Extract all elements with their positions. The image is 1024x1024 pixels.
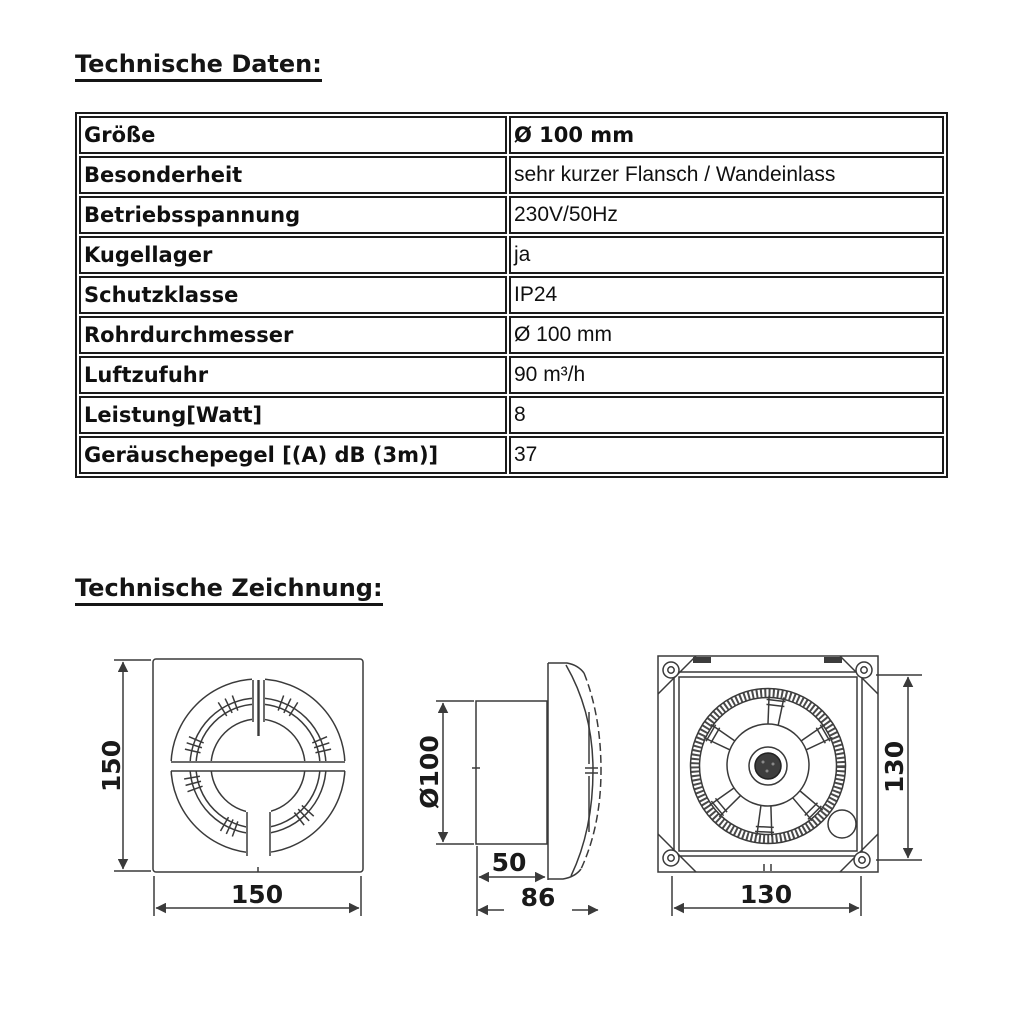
- table-row: [79, 116, 944, 154]
- table-row: [79, 196, 944, 234]
- back-impeller: [691, 689, 846, 844]
- spec-value: IP24: [509, 276, 944, 314]
- mounting-tab: [824, 657, 842, 663]
- spec-label: Größe: [79, 116, 507, 154]
- table-row: [79, 436, 944, 474]
- spec-label: Luftzufuhr: [79, 356, 507, 394]
- technical-drawings: [0, 630, 1024, 970]
- table-row: [79, 396, 944, 434]
- front-height-dimension-label: 150: [97, 739, 126, 793]
- back-width-dimension: [672, 876, 861, 916]
- spec-value: Ø 100 mm: [509, 316, 944, 354]
- section-title-technical-data: [75, 50, 322, 82]
- spec-value: 90 m³/h: [509, 356, 944, 394]
- table-row: [79, 156, 944, 194]
- spec-value: 8: [509, 396, 944, 434]
- table-row: [79, 236, 944, 274]
- spec-label: Leistung[Watt]: [79, 396, 507, 434]
- side-diameter-dimension: [415, 701, 474, 844]
- spec-label: Betriebsspannung: [79, 196, 507, 234]
- side-front-panel: [548, 663, 601, 880]
- front-width-dimension-label: 150: [230, 880, 284, 909]
- back-height-dimension-label: 130: [880, 740, 909, 794]
- spec-value: ja: [509, 236, 944, 274]
- back-height-dimension: [876, 675, 922, 860]
- technical-drawing-heading: Technische Zeichnung:: [75, 574, 383, 606]
- spec-label: Schutzklasse: [79, 276, 507, 314]
- front-grille: [169, 678, 347, 872]
- table-row: [79, 356, 944, 394]
- spec-value: sehr kurzer Flansch / Wandeinlass: [509, 156, 944, 194]
- side-total-depth-dimension: [478, 883, 598, 912]
- side-duct-depth-dimension-label: 50: [491, 848, 527, 877]
- side-duct: [472, 701, 547, 844]
- spec-value: Ø 100 mm: [509, 116, 944, 154]
- spec-label: Kugellager: [79, 236, 507, 274]
- cable-entry: [828, 810, 856, 838]
- back-view-drawing: [658, 656, 922, 916]
- table-row: [79, 316, 944, 354]
- mounting-tab: [693, 657, 711, 663]
- side-view-drawing: [415, 663, 601, 916]
- back-width-dimension-label: 130: [739, 880, 793, 909]
- side-diameter-dimension-label: Ø100: [415, 735, 444, 809]
- motor-shaft: [755, 753, 781, 779]
- side-total-depth-dimension-label: 86: [520, 883, 556, 912]
- spec-label: Geräuschepegel [(A) dB (3m)]: [79, 436, 507, 474]
- front-width-dimension: [154, 876, 361, 916]
- spec-value: 230V/50Hz: [509, 196, 944, 234]
- technical-data-heading: Technische Daten:: [75, 50, 322, 82]
- front-view-drawing: [97, 659, 363, 916]
- technical-data-table-body: [79, 116, 944, 474]
- spec-label: Besonderheit: [79, 156, 507, 194]
- spec-value: 37: [509, 436, 944, 474]
- front-height-dimension: [97, 660, 151, 871]
- table-row: [79, 276, 944, 314]
- technical-data-table: [75, 112, 948, 478]
- spec-label: Rohrdurchmesser: [79, 316, 507, 354]
- section-title-technical-drawing: [75, 574, 383, 606]
